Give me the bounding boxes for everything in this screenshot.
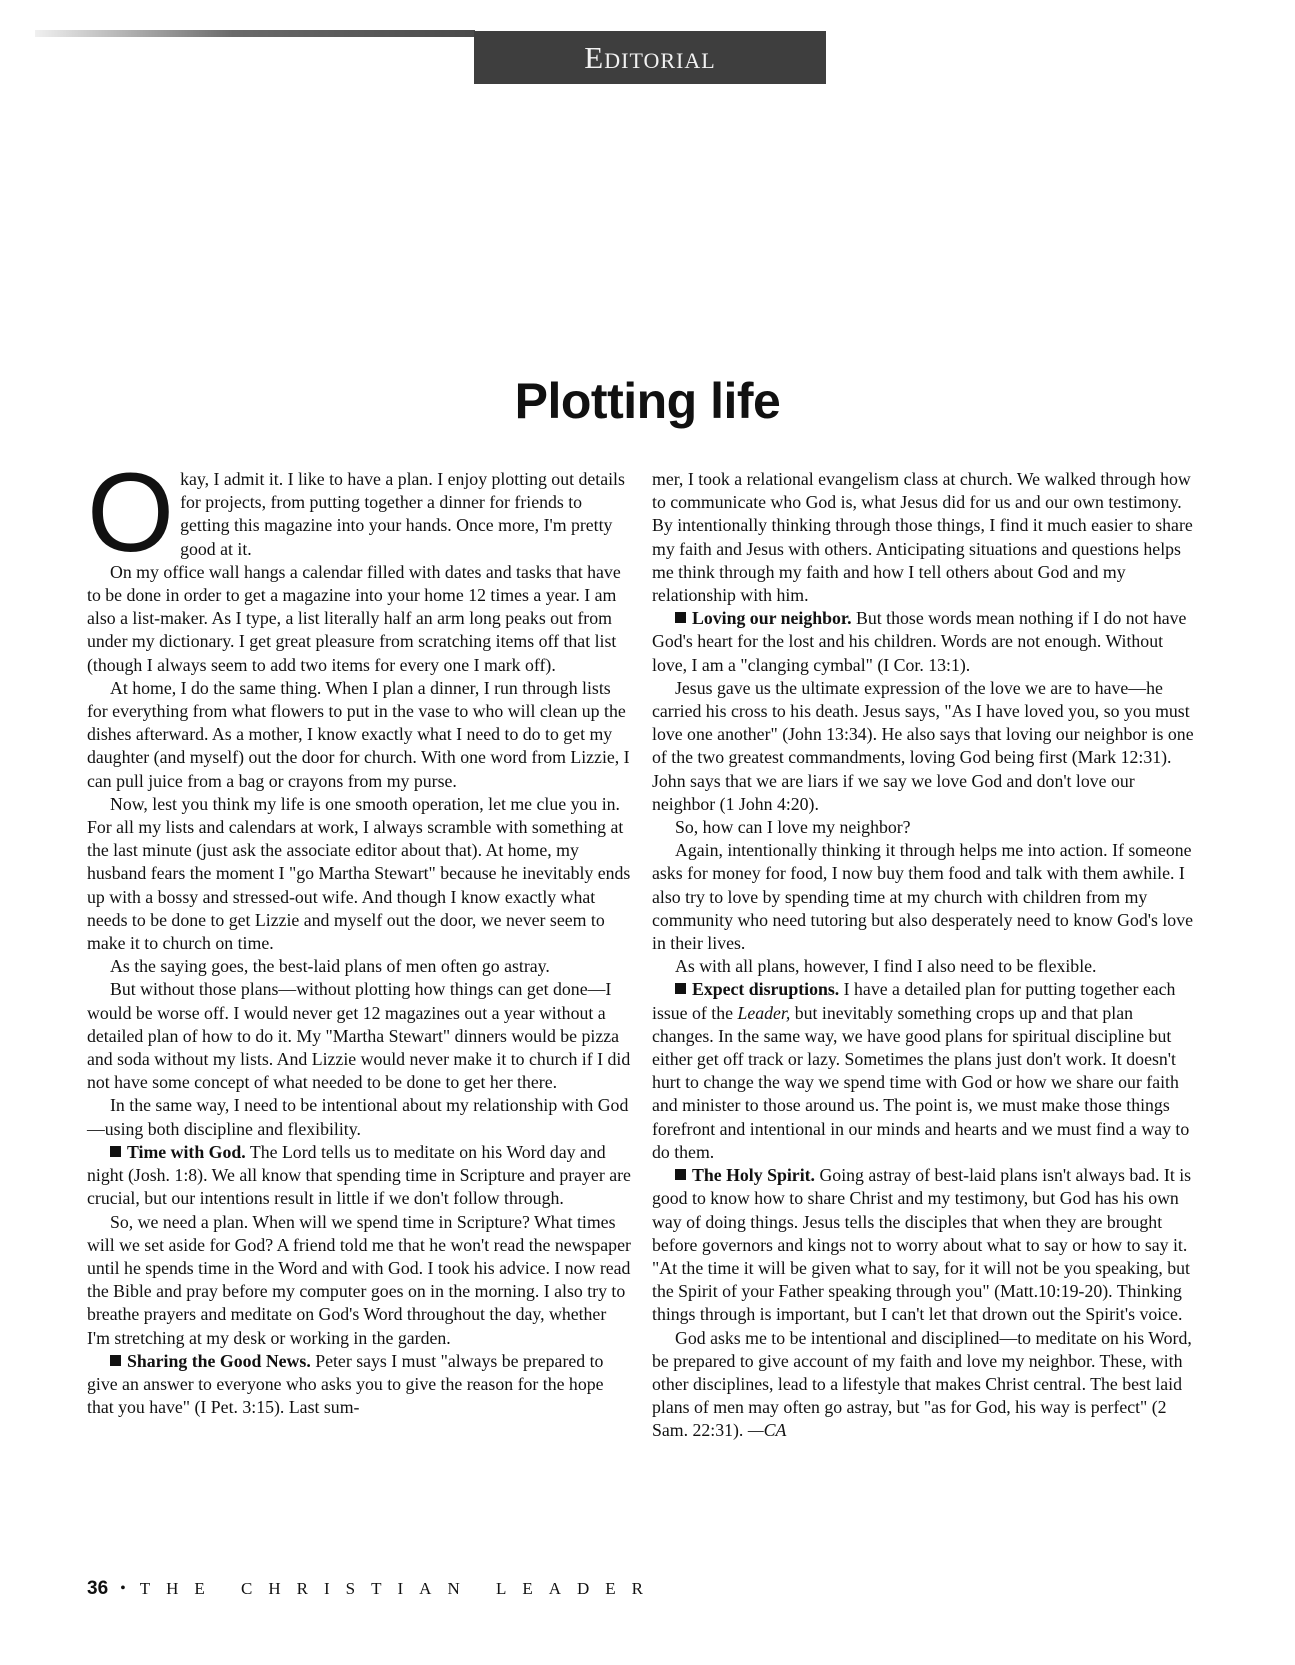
subhead: The Holy Spirit. bbox=[692, 1165, 816, 1186]
subhead: Loving our neighbor. bbox=[692, 608, 852, 629]
paragraph-text: The Lord tells us to meditate on his Word day and night (Josh. 1:8). We all know that spending time in Scripture and prayer are crucial, but our intentions result in little if we don't follow through. bbox=[87, 1141, 631, 1209]
article-title: Plotting life bbox=[514, 373, 781, 429]
header-rule bbox=[35, 30, 475, 37]
square-bullet-icon bbox=[675, 1169, 686, 1180]
right-column bbox=[652, 468, 1197, 1443]
paragraph-text: God asks me to be intentional and disciplined—to meditate on his Word, be prepared to give account of my faith and love my neighbor. These, with other disciplines, lead to a lifestyle that makes Christ central. The best laid plans of men may often go astray, but "as for God, his way is perfect" (2 Sam. 22:31). bbox=[652, 1327, 1192, 1441]
left-column bbox=[87, 450, 632, 1419]
paragraph: Again, intentionally thinking it through helps me into action. If someone asks for money for food, I now buy them food and talk with them awhile. I also try to love by spending time at my church with children from my community who need tutoring but also desperately need to know God's love in their lives. bbox=[652, 840, 1193, 954]
paragraph bbox=[652, 1327, 1197, 1443]
page-footer bbox=[87, 1578, 659, 1600]
paragraph-text: I have a detailed plan for putting together each issue of the bbox=[652, 979, 1176, 1023]
paragraph: As with all plans, however, I find I also need to be flexible. bbox=[675, 956, 1097, 977]
paragraph-text: but inevitably something crops up and that plan changes. In the same way, we have good plans for spiritual discipline but either get off track or lazy. Sometimes the plans just don't work. It doesn't hurt to change the way we spend time with God or how we share our faith and minister to those around us. The point is, we must make those things forefront and intentional in our minds and hearts and we must find a way to do them. bbox=[652, 1002, 1190, 1162]
subhead: Sharing the Good News. bbox=[127, 1350, 311, 1371]
paragraph: But without those plans—without plotting how things can get done—I would be worse off. I would never get 12 magazines out a year without a detailed plan of how to do it. My "Martha Stewart" dinners would be pizza and soda without my lists. And Lizzie would never make it to church if I did not have some concept of what needed to be done to get her there. bbox=[87, 979, 631, 1093]
subhead: Time with God. bbox=[127, 1141, 246, 1162]
paragraph bbox=[652, 1164, 1197, 1326]
paragraph: So, how can I love my neighbor? bbox=[675, 817, 911, 838]
paragraph: So, we need a plan. When will we spend time in Scripture? What times will we set aside for God? A friend told me that he won't read the newspaper until he spends time in the Word and with God. I took his advice. I now read the Bible and pray before my computer goes on in the morning. I also try to breathe prayers and meditate on God's Word throughout the day, whether I'm stretching at my desk or working in the garden. bbox=[87, 1211, 631, 1348]
paragraph-text: Going astray of best-laid plans isn't always bad. It is good to know how to share Christ and my testimony, but God has his own way of doing things. Jesus tells the disciples that when they are brought before governors and kings not to worry about what to say or how to say it. "At the time it will be given what to say, for it will not be you speaking, but the Spirit of your Father speaking through you" (Matt.10:19-20). Thinking things through is important, but I can't let that drown out the Spirit's voice. bbox=[652, 1165, 1192, 1325]
paragraph: mer, I took a relational evangelism class at church. We walked through how to communicate who God is, what Jesus did for us and our own testimony. By intentionally thinking through those things, I find it much easier to share my faith and Jesus with others. Anticipating situations and questions helps me think through my faith and how I tell others about God and my relationship with him. bbox=[652, 469, 1193, 606]
paragraph bbox=[652, 978, 1197, 1164]
paragraph-text: But those words mean nothing if I do not have God's heart for the lost and his children. Words are not enough. Without love, I am a "clanging cymbal" (I Cor. 13:1). bbox=[652, 608, 1187, 675]
subhead: Expect disruptions. bbox=[692, 979, 840, 1000]
paragraph bbox=[652, 607, 1197, 677]
square-bullet-icon bbox=[675, 983, 686, 994]
square-bullet-icon bbox=[675, 612, 686, 623]
paragraph: On my office wall hangs a calendar filled with dates and tasks that have to be done in order to get a magazine into your home 12 times a year. I am also a list-maker. As I type, a list literally half an arm long peaks out from under my dictionary. I get great pleasure from scratching items off that list (though I always seem to add two items for every one I mark off). bbox=[87, 561, 621, 675]
paragraph: At home, I do the same thing. When I plan a dinner, I run through lists for everything from what flowers to put in the vase to who will clean up the dishes afterward. As a mother, I know exactly what I need to do to get my daughter (and myself) out the door for church. With one word from Lizzie, I can pull juice from a bag or crayons from my purse. bbox=[87, 677, 630, 791]
square-bullet-icon bbox=[110, 1146, 121, 1157]
section-label: Editorial bbox=[474, 31, 826, 84]
page-number: 36 bbox=[87, 1578, 109, 1599]
paragraph: Now, lest you think my life is one smooth operation, let me clue you in. For all my lists and calendars at work, I always scramble with something at the last minute (just ask the associate editor about that). At home, my husband fears the moment I "go Martha Stewart" because he inevitably ends up with a bossy and stressed-out wife. And though I know exactly what needs to be done to get Lizzie and myself out the door, we never seem to make it to church on time. bbox=[87, 793, 631, 954]
paragraph: Jesus gave us the ultimate expression of the love we are to have—he carried his cross to his death. Jesus says, "As I have loved you, so you must love one another" (John 13:34). He also says that loving our neighbor is one of the two greatest commandments, loving God being first (Mark 12:31). John says that we are liars if we say we love God and don't love our neighbor (1 John 4:20). bbox=[652, 677, 1194, 814]
paragraph bbox=[87, 1141, 632, 1211]
paragraph-text: Peter says I must "always be prepared to give an answer to everyone who asks you to give the reason for the hope that you have" (I Pet. 3:15). Last sum- bbox=[87, 1350, 604, 1418]
author-initials: —CA bbox=[747, 1420, 787, 1441]
drop-cap: O bbox=[87, 450, 175, 575]
paragraph: As the saying goes, the best-laid plans of men often go astray. bbox=[110, 956, 550, 977]
magazine-title: THE CHRISTIAN LEADER bbox=[139, 1579, 660, 1598]
paragraph bbox=[87, 450, 632, 575]
footer-separator: • bbox=[120, 1580, 126, 1597]
paragraph bbox=[87, 1350, 632, 1420]
magazine-name: Leader, bbox=[737, 1002, 791, 1023]
paragraph: In the same way, I need to be intentional about my relationship with God—using both discipline and flexibility. bbox=[87, 1095, 629, 1139]
paragraph-text: kay, I admit it. I like to have a plan. I enjoy plotting out details for projects, from putting together a dinner for friends to getting this magazine into your hands. Once more, I'm pretty good at it. bbox=[180, 469, 625, 559]
square-bullet-icon bbox=[110, 1355, 121, 1366]
